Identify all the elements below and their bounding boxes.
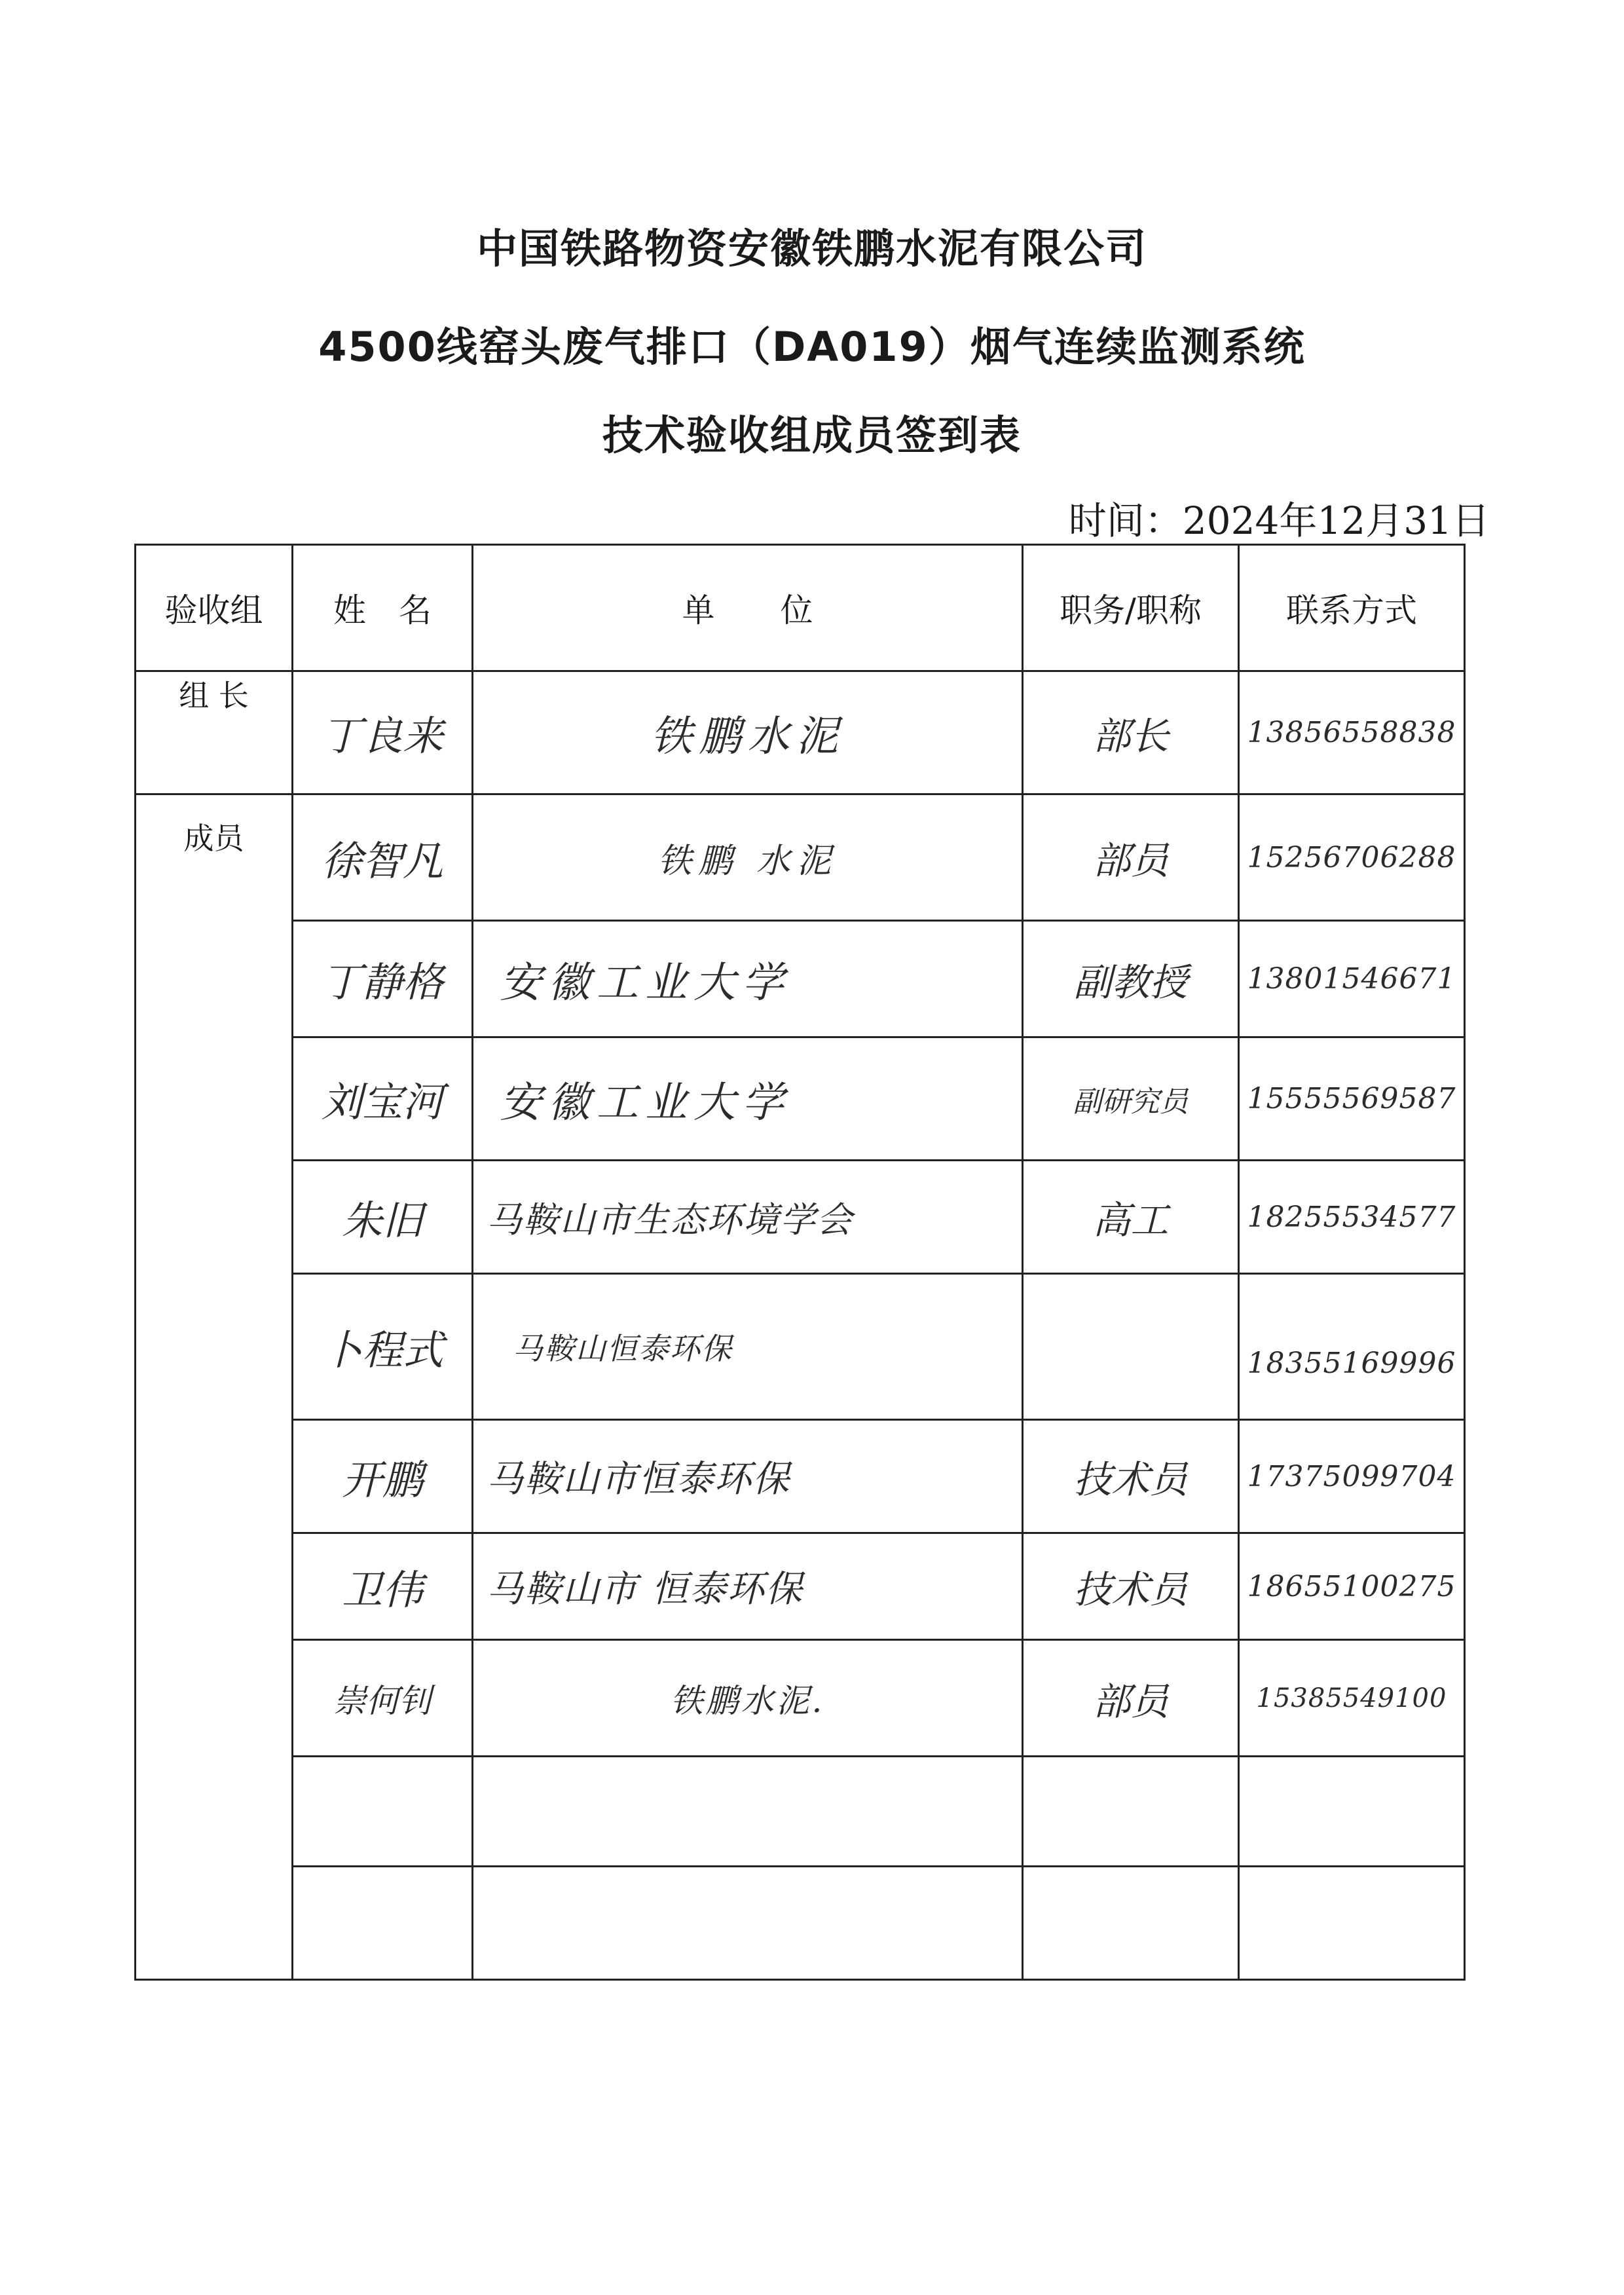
group-members-label: 成员 <box>136 794 293 1980</box>
unit-cell: 马鞍山市 恒泰环保 <box>473 1533 1023 1640</box>
table-row <box>136 921 1465 1037</box>
phone-cell: 17375099704 <box>1239 1420 1465 1533</box>
unit-cell: 马鞍山恒泰环保 <box>473 1274 1023 1420</box>
name-cell: 卫伟 <box>293 1533 473 1640</box>
unit-cell: 铁鹏水泥 <box>473 671 1023 794</box>
project-title: 4500线窑头废气排口（DA019）烟气连续监测系统 <box>318 323 1306 371</box>
phone-cell: 15385549100 <box>1239 1640 1465 1757</box>
company-title: 中国铁路物资安徽铁鹏水泥有限公司 <box>476 225 1147 272</box>
post-cell <box>1023 1757 1239 1867</box>
post-cell <box>1023 1274 1239 1420</box>
column-header-group: 验收组 <box>136 545 293 671</box>
table-row <box>136 794 1465 921</box>
name-cell: 朱旧 <box>293 1161 473 1274</box>
unit-cell <box>473 1757 1023 1867</box>
post-cell: 部长 <box>1023 671 1239 794</box>
name-cell: 卜程式 <box>293 1274 473 1420</box>
name-cell <box>293 1867 473 1980</box>
phone-cell: 15555569587 <box>1239 1037 1465 1161</box>
date-label: 时间： <box>1068 498 1183 543</box>
post-cell: 副研究员 <box>1023 1037 1239 1161</box>
table-row <box>136 1640 1465 1757</box>
group-leader-label: 组 长 <box>136 671 293 794</box>
phone-cell: 18355169996 <box>1239 1274 1465 1420</box>
table-header-row <box>136 545 1465 671</box>
column-header-contact: 联系方式 <box>1239 545 1465 671</box>
post-cell: 技术员 <box>1023 1533 1239 1640</box>
table-row <box>136 1757 1465 1867</box>
post-cell <box>1023 1867 1239 1980</box>
table-row <box>136 1161 1465 1274</box>
phone-cell <box>1239 1757 1465 1867</box>
unit-cell <box>473 1867 1023 1980</box>
post-cell: 高工 <box>1023 1161 1239 1274</box>
table-row <box>136 1867 1465 1980</box>
table-row <box>136 1533 1465 1640</box>
name-cell: 丁良来 <box>293 671 473 794</box>
phone-cell: 15256706288 <box>1239 794 1465 921</box>
table-row <box>136 1274 1465 1420</box>
unit-cell: 铁鹏 水泥 <box>473 794 1023 921</box>
name-cell: 徐智凡 <box>293 794 473 921</box>
name-cell: 开鹏 <box>293 1420 473 1533</box>
column-header-name: 姓 名 <box>293 545 473 671</box>
unit-cell: 安徽工业大学 <box>473 921 1023 1037</box>
name-cell: 崇何钊 <box>293 1640 473 1757</box>
table-row <box>136 1420 1465 1533</box>
table-row <box>136 1037 1465 1161</box>
column-header-unit: 单 位 <box>473 545 1023 671</box>
date-value: 2024年12月31日 <box>1182 498 1490 543</box>
unit-cell: 安徽工业大学 <box>473 1037 1023 1161</box>
sign-in-table <box>134 544 1466 1981</box>
phone-cell: 18655100275 <box>1239 1533 1465 1640</box>
date-line <box>1069 490 1490 545</box>
post-cell: 副教授 <box>1023 921 1239 1037</box>
phone-cell: 13856558838 <box>1239 671 1465 794</box>
unit-cell: 马鞍山市恒泰环保 <box>473 1420 1023 1533</box>
name-cell: 刘宝河 <box>293 1037 473 1161</box>
post-cell: 技术员 <box>1023 1420 1239 1533</box>
post-cell: 部员 <box>1023 794 1239 921</box>
unit-cell: 马鞍山市生态环境学会 <box>473 1161 1023 1274</box>
phone-cell: 18255534577 <box>1239 1161 1465 1274</box>
name-cell <box>293 1757 473 1867</box>
unit-cell: 铁鹏水泥. <box>473 1640 1023 1757</box>
column-header-post: 职务/职称 <box>1023 545 1239 671</box>
name-cell: 丁静格 <box>293 921 473 1037</box>
phone-cell: 13801546671 <box>1239 921 1465 1037</box>
post-cell: 部员 <box>1023 1640 1239 1757</box>
form-title: 技术验收组成员签到表 <box>602 411 1022 459</box>
table-row <box>136 671 1465 794</box>
phone-cell <box>1239 1867 1465 1980</box>
